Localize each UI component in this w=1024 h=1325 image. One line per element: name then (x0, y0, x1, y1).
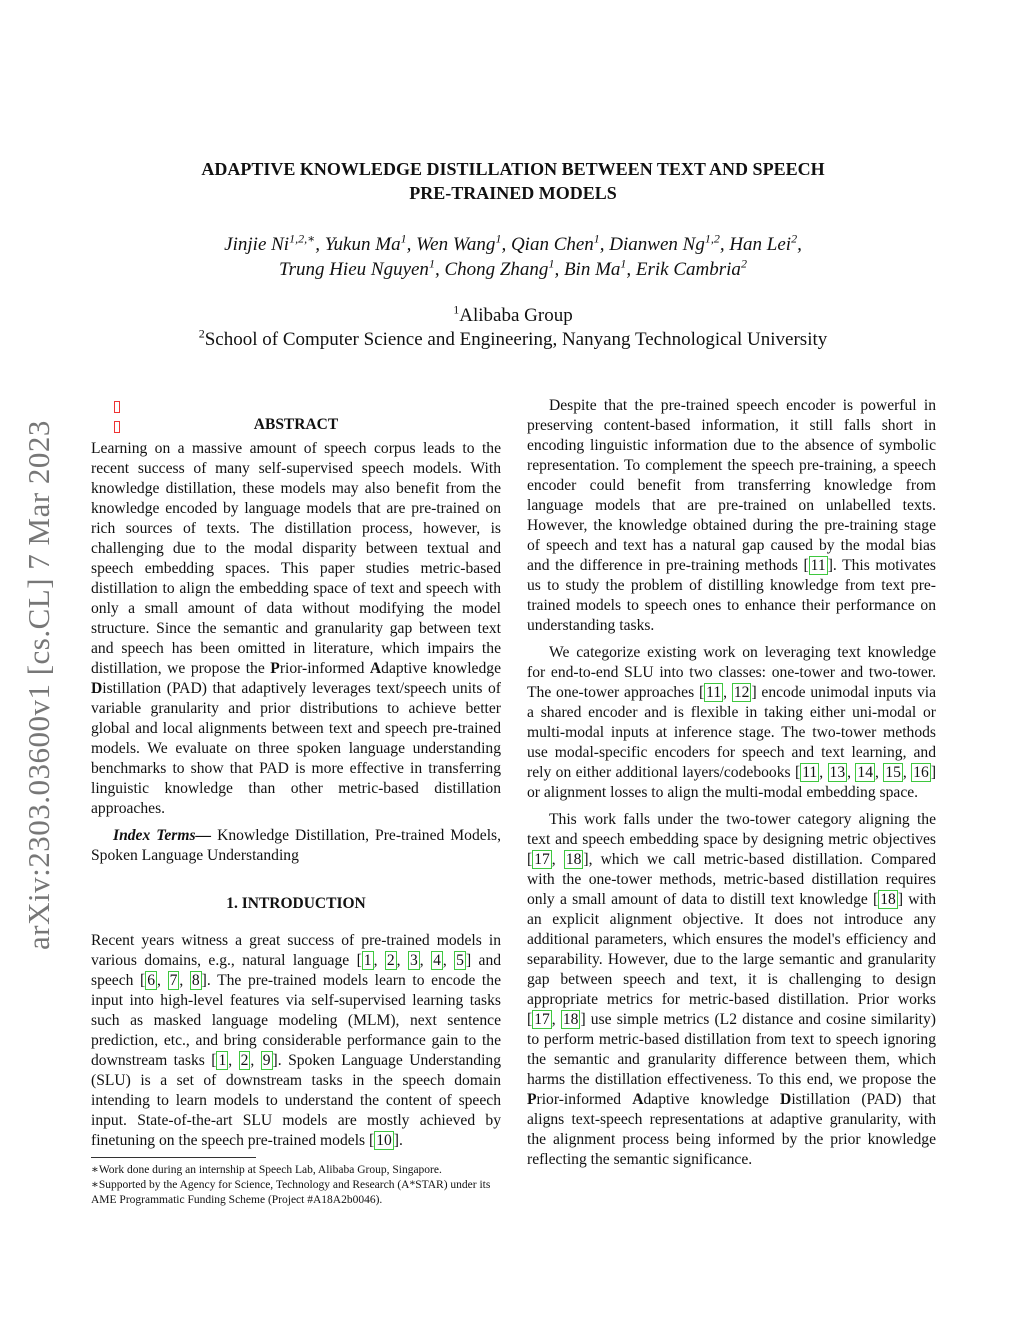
paragraph: Despite that the pre-trained speech encoder is powerful in preserving content-based information, it still falls short in encoding linguistic information due to the absence of symbolic representation. To complement the speech pre-training, a speech encoder could benefit from transferring knowledge from language models that are pre-trained on unlabelled texts. However, the knowledge obtained during the pre-training stage of speech and text has a natural gap caused by the modal bias and the difference in pre-training methods [ 11 ]. This motivates us to study the problem of distilling knowledge from text pre-trained models to speech ones to enhance their performance on understanding tasks. (527, 397, 936, 634)
intro-paragraph: Recent years witness a great success of pre-trained models in various domains, e.g., natural language [ 1 , 2 , 3 , 4 , 5 ] and speech [ 6 , 7 , 8 ]. The pre-trained models learn to encode the input into high-level features via self-supervised learning tasks such as masked language modeling (MLM), next sentence prediction, etc., and bring considerable performance gain to the downstream tasks [ 1 , 2 , 9 ]. Spoken Language Understanding (SLU) is a set of downstream tasks in the speech domain intending to learn models to understand the content of speech input. State-of-the-art SLU models are mostly achieved by finetuning on the speech pre-trained models [ 10 ]. (91, 932, 502, 1149)
citation[interactable]: 10 (376, 1132, 392, 1149)
authors-line-1 (100, 233, 926, 257)
abstract-heading: ABSTRACT (253, 416, 339, 433)
citation[interactable]: 3 (409, 952, 418, 969)
citation[interactable]: 1 (363, 952, 372, 969)
footnote-1: ∗Work done during an internship at Speech Lab, Alibaba Group, Singapore. (91, 1164, 442, 1176)
author: Trung Hieu Nguyen$^1$, (279, 256, 445, 280)
citation[interactable]: 17 (534, 1011, 550, 1028)
authors-line-2 (100, 258, 926, 282)
citation[interactable]: 18 (565, 851, 582, 868)
citation[interactable]: 4 (433, 952, 441, 969)
citation[interactable]: 1 (218, 1052, 227, 1069)
author: Chong Zhang$^1$, (444, 256, 564, 280)
author: Jinjie $Ni^{1,2,∗}$, (224, 231, 325, 255)
right-column (527, 396, 936, 1170)
citation[interactable]: 7 (169, 972, 178, 989)
affiliation-2: $^2$School of Computer Science and Engineering, Nanyang Technological University (198, 326, 828, 350)
author: Erik Cambria$^2$ (635, 256, 747, 280)
author: Qian Chen$^1$, (510, 231, 610, 255)
author: Han Lei$^2$, (729, 231, 802, 255)
arxiv-stamp: arXiv:2303.03600v1 [cs.CL] 7 Mar 2023 (21, 420, 56, 950)
index-terms: Index Terms— Knowledge Distillation, Pre-trained Models, Spoken Language Understanding (91, 827, 501, 864)
author: Yukun Ma$^1$, (324, 231, 417, 255)
paper-title (100, 157, 926, 205)
affiliation-1: $^1$Alibaba Group (453, 302, 573, 326)
citation[interactable]: 5 (456, 952, 464, 969)
citation[interactable]: 17 (534, 851, 550, 868)
paragraph: We categorize existing work on leveraging text knowledge for end-to-end SLU into two classes: one-tower and two-tower. The one-tower approaches [ 11 , 12 ] encode unimodal inputs via a shared encoder and is flexible in taking either uni-modal or multi-modal inputs at inference stage. The two-tower methods use modal-specific encoders for speech and text learning, and rely on either additional layers/codebooks [ 11 , 13 , 14 , 15 , 16 ] or alignment losses to align the multi-modal embedding space. (527, 644, 937, 801)
author: Bin Ma$^1$, (563, 256, 636, 280)
citation[interactable]: 2 (240, 1052, 249, 1069)
intro-heading: 1. INTRODUCTION (226, 895, 366, 912)
citation[interactable]: 8 (191, 972, 200, 989)
citation[interactable]: 13 (829, 764, 846, 781)
title-line-2: PRE-TRAINED MODELS (409, 183, 617, 203)
paragraph: This work falls under the two-tower category aligning the text and speech embedding space by designing metric objectives [ 17 , 18 ], which we call metric-based distillation. Compared with the one-tower methods, metric-based distillation requires only a small amount of data to distill text knowledge [ 18 ] with an explicit alignment objective. It does not introduce any additional parameters, which ensures the model's efficiency and separability. However, due to the large semantic and granularity gap between speech and text, it is challenging to design appropriate metrics for metric-based distillation. Prior works [ 17 , 18 ] use simple metrics (L2 distance and cosine similarity) to perform metric-based distillation from text to speech ignoring the semantic and granularity difference between them, which harms the distillation effectiveness. To this end, we propose the Prior-informed Adaptive knowledge Distillation (PAD) that aligns text-speech representations at adaptive granularity, with the alignment process being informed by the prior knowledge reflecting the semantic significance. (527, 811, 937, 1168)
citation[interactable]: 2 (386, 952, 395, 969)
citation[interactable]: 11 (706, 684, 722, 701)
author: Dianwen Ng$^{1,2}$, (609, 231, 730, 255)
citation[interactable]: 9 (262, 1052, 271, 1069)
citation[interactable]: 6 (147, 972, 156, 989)
citation[interactable]: 12 (733, 684, 750, 701)
citation[interactable]: 11 (810, 557, 826, 574)
citation[interactable]: 11 (802, 764, 818, 781)
citation[interactable]: 18 (880, 891, 896, 908)
footnote-2: ∗Supported by the Agency for Science, Technology and Research (A*STAR) under its AME Programmatic Funding Scheme (Project #A18A2b0046). (91, 1179, 491, 1206)
title-line-1: ADAPTIVE KNOWLEDGE DISTILLATION BETWEEN TEXT AND SPEECH (201, 159, 825, 179)
citation[interactable]: 16 (913, 764, 929, 781)
author: Wen Wang$^1$, (416, 231, 511, 255)
footnote-rule (91, 1157, 256, 1158)
citation[interactable]: 18 (562, 1011, 579, 1028)
footnotes (91, 1163, 501, 1208)
link-marker (114, 401, 120, 413)
abstract-body: Learning on a massive amount of speech corpus leads to the recent success of many self-supervised speech models. With knowledge distillation, these models may also benefit from the knowledge encoded by language models that are pre-trained on rich sources of texts. The distillation process, however, is challenging due to the modal disparity between textual and speech embedding spaces. This paper studies metric-based distillation to align the embedding space of text and speech with only a small amount of data without modifying the model structure. Since the semantic and granularity gap between text and speech has been omitted in literature, which impairs the distillation, we propose the Prior-informed Adaptive knowledge Distillation (PAD) that adaptively leverages text/speech units of variable granularity and prior distributions to achieve better global and local alignments between text and speech pre-trained models. We evaluate on three spoken language understanding benchmarks to show that PAD is more effective in transferring linguistic knowledge than other metric-based distillation approaches. Index Terms— Knowledge Distillation, Pre-trained Models, Spoken Language Understanding (91, 440, 501, 864)
citation[interactable]: 14 (857, 764, 874, 781)
citation[interactable]: 15 (885, 764, 901, 781)
